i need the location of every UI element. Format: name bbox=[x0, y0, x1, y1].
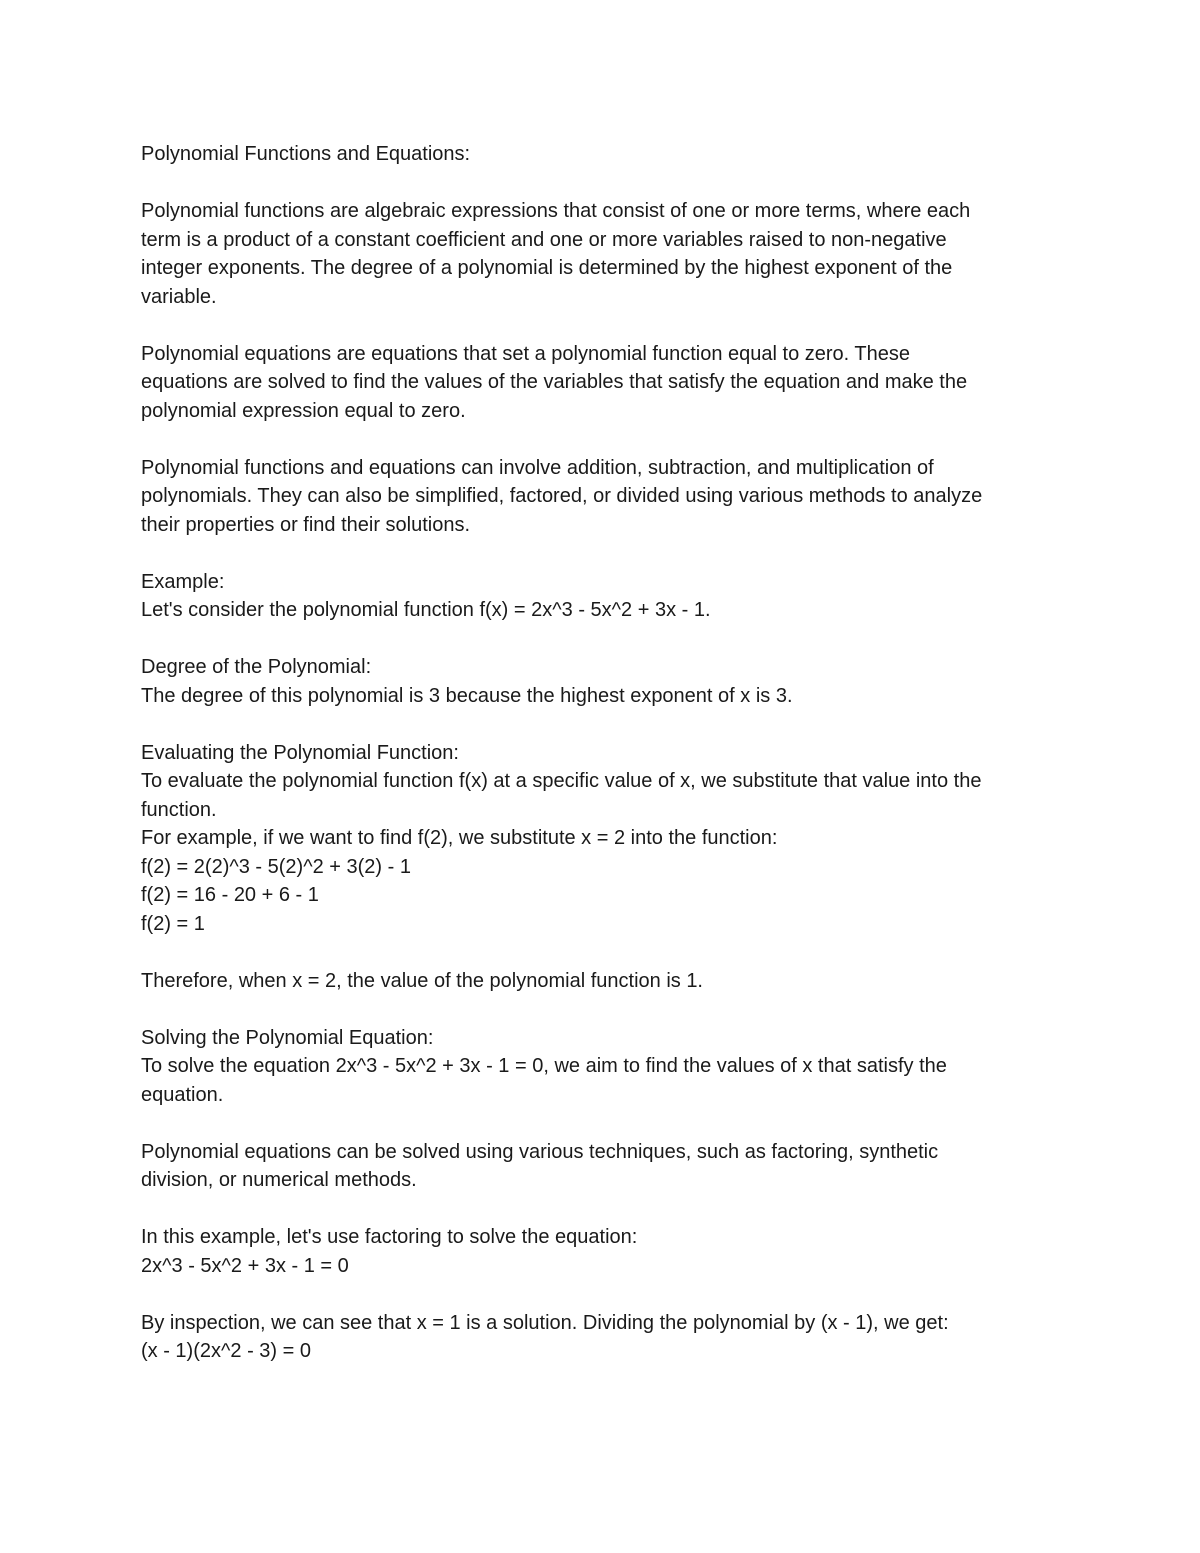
text-line: To solve the equation 2x^3 - 5x^2 + 3x - 1 = 0, we aim to find the values of x that satisfy the bbox=[141, 1055, 947, 1077]
spacer bbox=[141, 169, 1071, 198]
solving-section bbox=[141, 1024, 1071, 1366]
text-line: variable. bbox=[141, 285, 217, 308]
intro-paragraph-2 bbox=[141, 340, 1071, 426]
evaluating-heading: Evaluating the Polynomial Function: bbox=[141, 741, 459, 764]
spacer bbox=[141, 539, 1071, 568]
text-line: For example, if we want to find f(2), we substitute x = 2 into the function: bbox=[141, 827, 778, 849]
intro-paragraph-3 bbox=[141, 454, 1071, 540]
evaluating-section bbox=[141, 739, 1071, 996]
text-line: term is a product of a constant coefficient and one or more variables raised to non-negative bbox=[141, 228, 947, 251]
text-line: polynomials. They can also be simplified, factored, or divided using various methods to analyze bbox=[141, 485, 983, 507]
equation-line: f(2) = 1 bbox=[141, 912, 205, 935]
text-line: function. bbox=[141, 798, 217, 821]
spacer bbox=[141, 625, 1071, 654]
spacer bbox=[141, 1195, 1071, 1224]
example-text: Let's consider the polynomial function f(x) = 2x^3 - 5x^2 + 3x - 1. bbox=[141, 599, 711, 621]
spacer bbox=[141, 938, 1071, 967]
example-heading: Example: bbox=[141, 570, 225, 593]
spacer bbox=[141, 425, 1071, 454]
text-line: To evaluate the polynomial function f(x) at a specific value of x, we substitute that value into the bbox=[141, 770, 982, 792]
equation-line: f(2) = 16 - 20 + 6 - 1 bbox=[141, 884, 319, 906]
intro-paragraph-1 bbox=[141, 197, 1071, 311]
text-line: By inspection, we can see that x = 1 is a solution. Dividing the polynomial by (x - 1), we get: bbox=[141, 1311, 949, 1334]
text-line: Polynomial equations are equations that set a polynomial function equal to zero. These bbox=[141, 342, 911, 365]
spacer bbox=[141, 1280, 1071, 1309]
degree-heading: Degree of the Polynomial: bbox=[141, 656, 372, 678]
example-section bbox=[141, 568, 1071, 625]
document-body bbox=[141, 140, 1071, 1366]
equation-line: (x - 1)(2x^2 - 3) = 0 bbox=[141, 1340, 311, 1362]
text-line: division, or numerical methods. bbox=[141, 1169, 417, 1191]
text-line: equation. bbox=[141, 1083, 224, 1106]
spacer bbox=[141, 311, 1071, 340]
text-line: In this example, let's use factoring to solve the equation: bbox=[141, 1226, 638, 1248]
text-line: polynomial expression equal to zero. bbox=[141, 399, 466, 422]
text-line: Polynomial equations can be solved using various techniques, such as factoring, synthetic bbox=[141, 1140, 939, 1163]
text-line: their properties or find their solutions. bbox=[141, 513, 471, 536]
spacer bbox=[141, 995, 1071, 1024]
text-line: Polynomial functions and equations can involve addition, subtraction, and multiplication of bbox=[141, 456, 934, 479]
document-title: Polynomial Functions and Equations: bbox=[141, 143, 471, 165]
spacer bbox=[141, 1109, 1071, 1138]
text-line: equations are solved to find the values of the variables that satisfy the equation and make the bbox=[141, 371, 968, 393]
spacer bbox=[141, 710, 1071, 739]
solving-heading: Solving the Polynomial Equation: bbox=[141, 1026, 434, 1049]
evaluating-conclusion: Therefore, when x = 2, the value of the polynomial function is 1. bbox=[141, 969, 703, 992]
equation-line: f(2) = 2(2)^3 - 5(2)^2 + 3(2) - 1 bbox=[141, 855, 411, 878]
degree-text: The degree of this polynomial is 3 because the highest exponent of x is 3. bbox=[141, 684, 793, 707]
text-line: integer exponents. The degree of a polynomial is determined by the highest exponent of the bbox=[141, 257, 953, 279]
degree-section bbox=[141, 653, 1071, 710]
text-line: Polynomial functions are algebraic expressions that consist of one or more terms, where each bbox=[141, 200, 971, 222]
equation-line: 2x^3 - 5x^2 + 3x - 1 = 0 bbox=[141, 1254, 349, 1277]
